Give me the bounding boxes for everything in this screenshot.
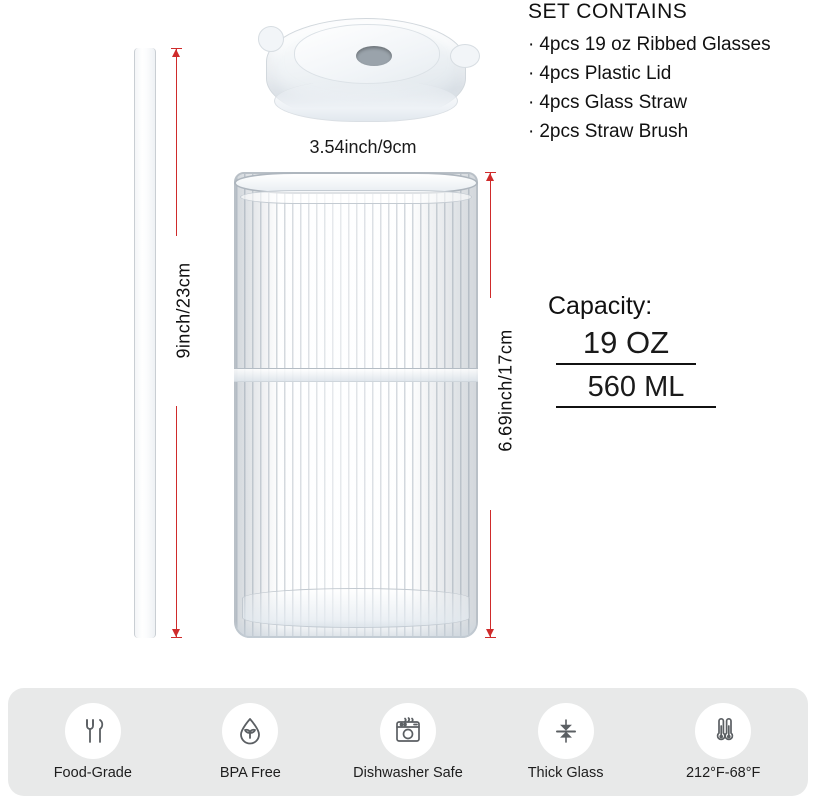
plastic-lid-image: [228, 8, 500, 134]
lid-tab-right: [450, 44, 480, 68]
arrow-up-icon: [172, 49, 180, 57]
list-item: [528, 60, 816, 89]
feature-label: Dishwasher Safe: [353, 765, 463, 781]
feature-temperature-range: [648, 703, 798, 781]
set-contains-title: SET CONTAINS: [528, 0, 688, 23]
arrow-down-icon: [486, 629, 494, 637]
capacity-title: Capacity:: [548, 292, 653, 320]
features-bar: [8, 688, 808, 796]
feature-label: Thick Glass: [527, 765, 604, 781]
arrow-up-icon: [486, 173, 494, 181]
list-item-label: 2pcs Straw Brush: [539, 120, 689, 142]
lid-rim: [274, 80, 458, 122]
capacity-ml-value: 560 ML: [556, 371, 716, 408]
list-item: [528, 118, 816, 147]
feature-label: Food-Grade: [53, 765, 132, 781]
list-item-label: 4pcs Glass Straw: [539, 91, 688, 113]
glass-waist-band: [234, 368, 478, 382]
feature-label: 212°F-68°F: [685, 765, 761, 781]
thermometer-icon: [695, 703, 751, 759]
bullet-dot-icon: ·: [528, 91, 535, 113]
capacity-block: [548, 292, 728, 408]
feature-thick-glass: [491, 703, 641, 781]
straw-length-label: 9inch/23cm: [173, 262, 194, 359]
capacity-oz-value: 19 OZ: [556, 325, 696, 365]
list-item: [528, 89, 816, 118]
glass-straw-image: [134, 48, 156, 638]
set-contains-list: [528, 31, 816, 147]
bullet-dot-icon: ·: [528, 34, 535, 55]
glass-width-label: 3.54inch/9cm: [303, 137, 422, 157]
lid-tab-left: [258, 26, 284, 52]
lid-straw-hole: [356, 46, 392, 66]
glass-body: [234, 172, 478, 638]
water-drop-leaf-icon: [222, 703, 278, 759]
bullet-dot-icon: ·: [528, 62, 535, 84]
ribbed-glass-image: [234, 172, 478, 638]
thick-glass-arrows-icon: [538, 703, 594, 759]
list-item-label: 4pcs Plastic Lid: [539, 62, 672, 84]
glass-shading: [236, 174, 476, 636]
feature-dishwasher-safe: [333, 703, 483, 781]
glass-inner-rim: [240, 190, 472, 204]
glass-width-dimension-line: [236, 137, 490, 157]
bullet-dot-icon: ·: [528, 120, 535, 142]
glass-width-label-wrap: [236, 137, 490, 158]
set-contains-block: [528, 0, 816, 147]
glass-height-label: 6.69inch/17cm: [495, 329, 516, 452]
feature-food-grade: [18, 703, 168, 781]
list-item: [528, 31, 816, 60]
fork-knife-icon: [65, 703, 121, 759]
arrow-down-icon: [172, 629, 180, 637]
dishwasher-icon: [380, 703, 436, 759]
feature-bpa-free: [175, 703, 325, 781]
glass-bottom-shadow: [234, 620, 478, 638]
feature-label: BPA Free: [219, 765, 281, 781]
list-item-label: 4pcs 19 oz Ribbed Glasses: [539, 34, 771, 55]
